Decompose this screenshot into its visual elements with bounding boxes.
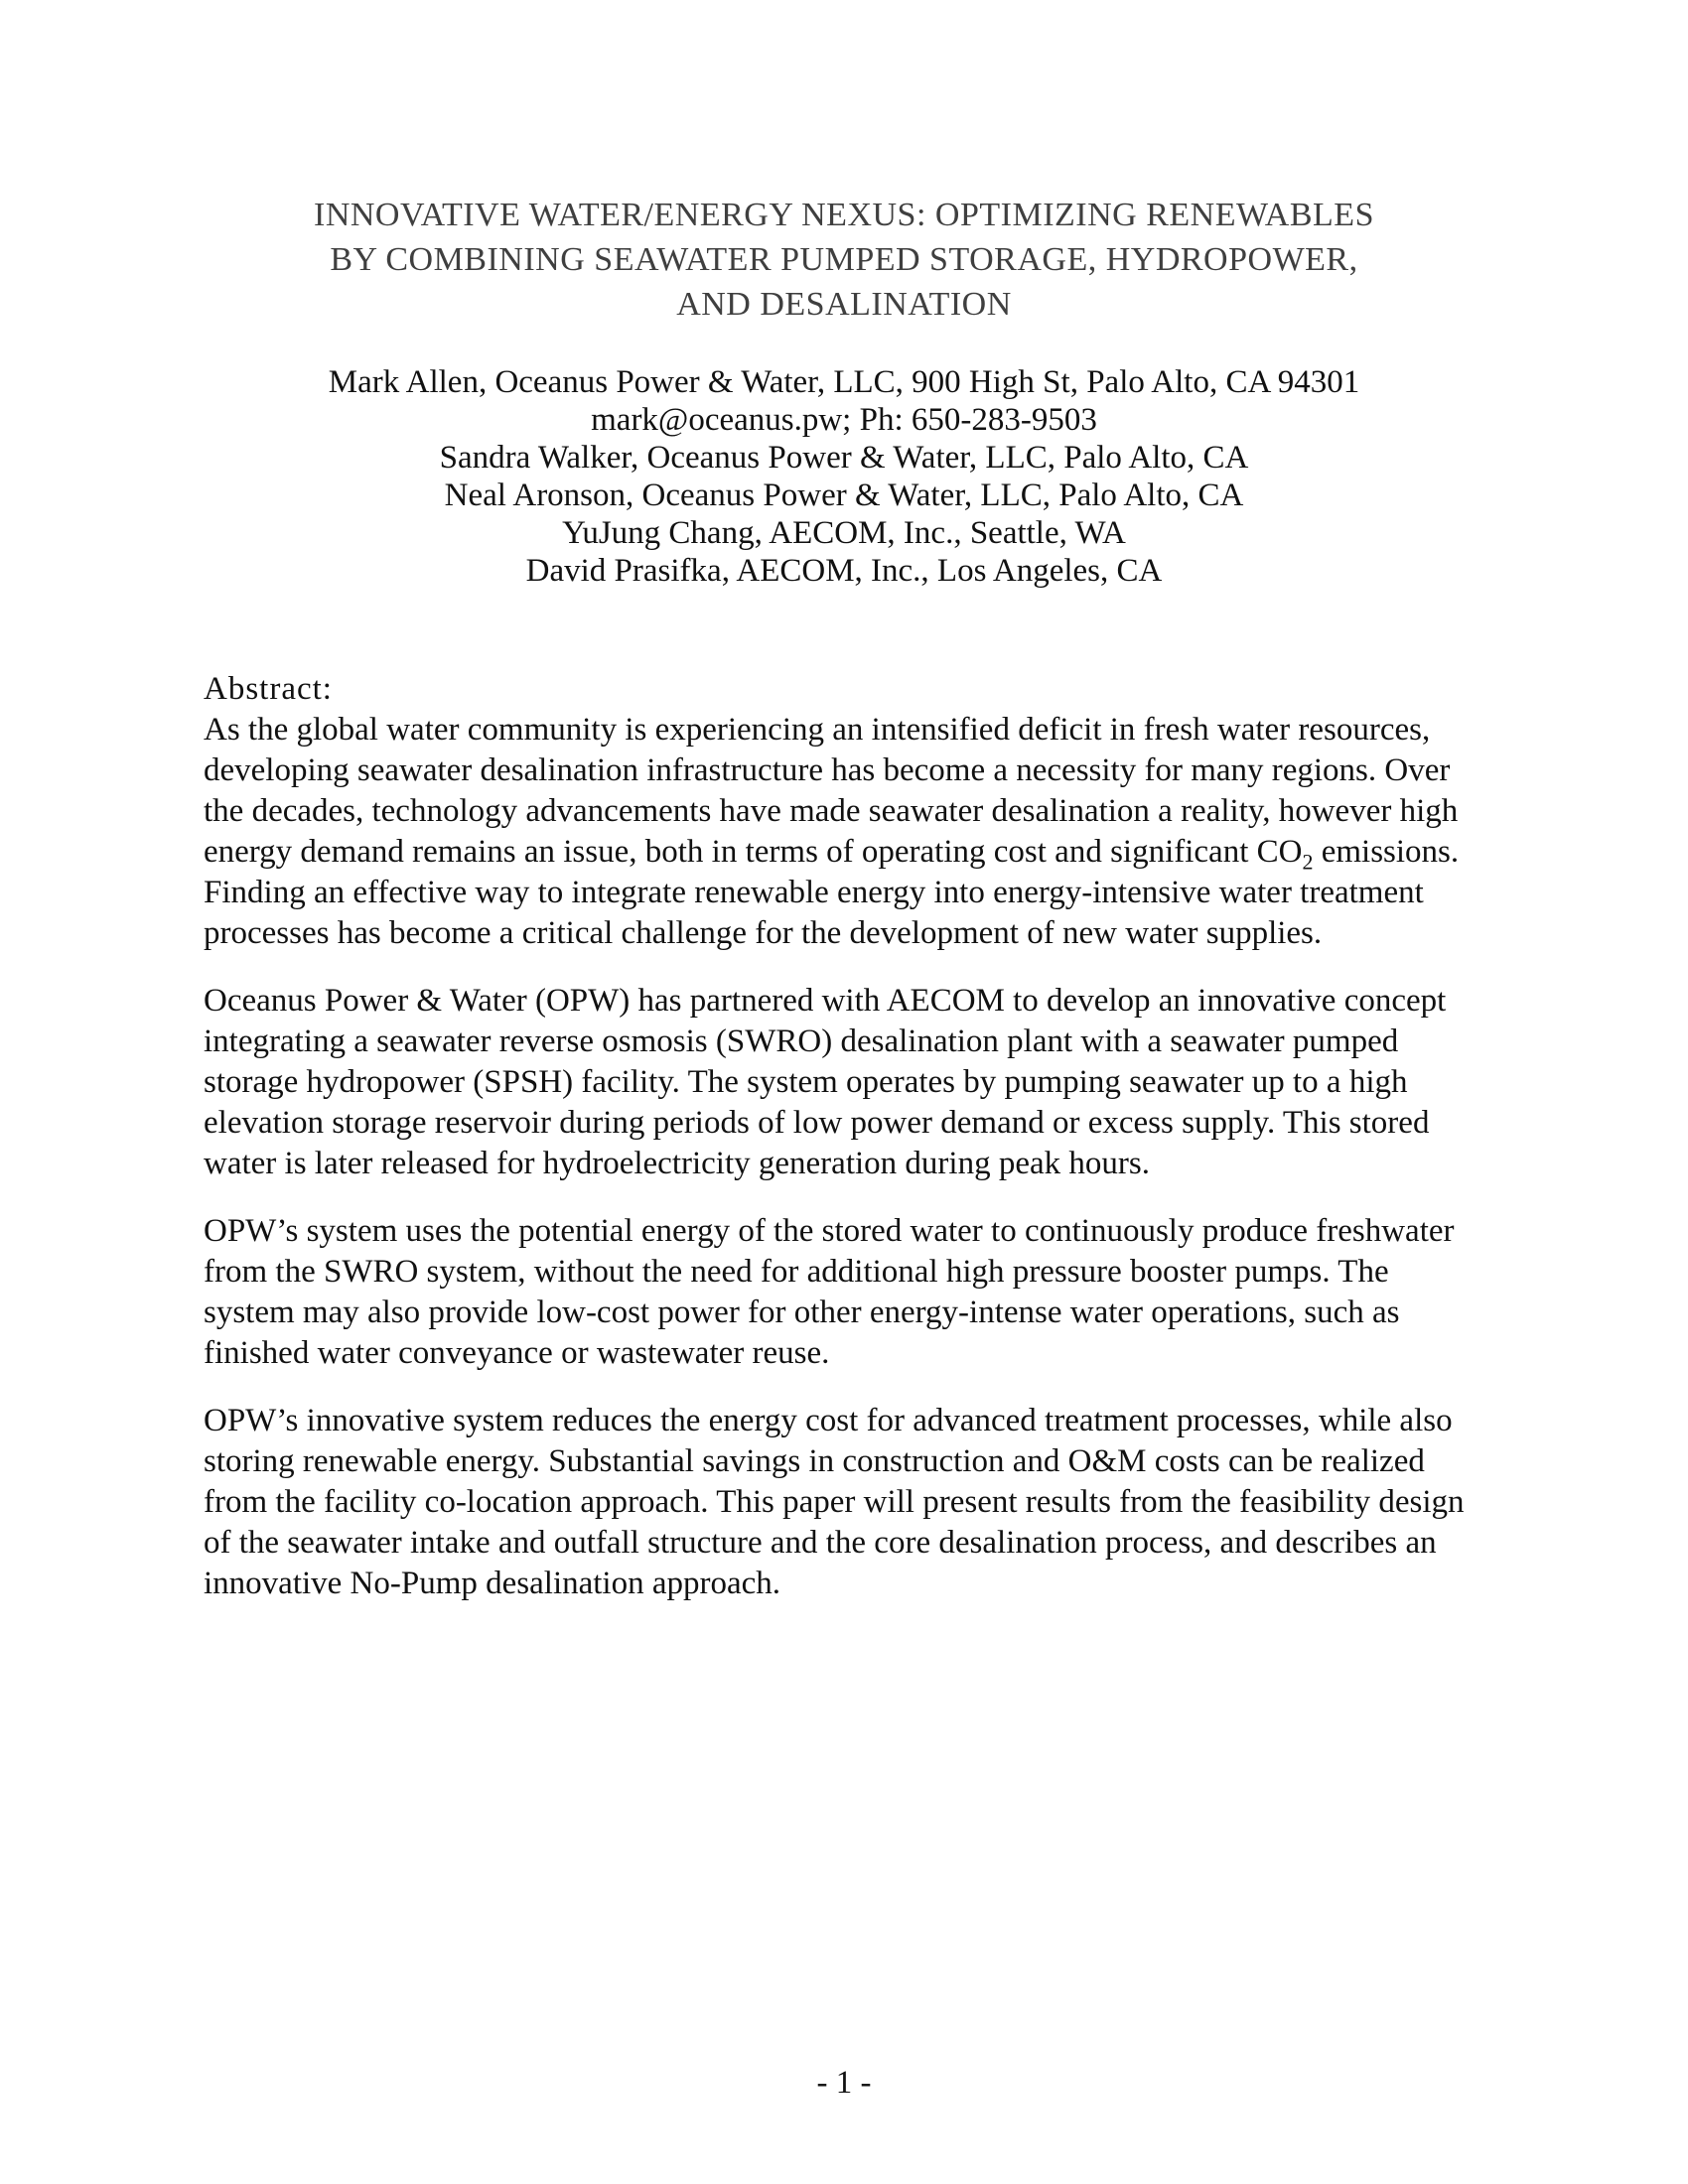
abstract-paragraph-2: Oceanus Power & Water (OPW) has partnered with AECOM to develop an innovative concept integrating a seawater reverse osmosis (SWRO) desalination plant with a seawater pumped storage hydropower (SPSH) facility. The system operates by pumping seawater up to a high elevation storage reservoir during periods of low power demand or excess supply. This stored water is later released for hydroelectricity generation during peak hours. xyxy=(204,983,1447,1181)
author-line-1: Mark Allen, Oceanus Power & Water, LLC, 900 High St, Palo Alto, CA 94301 xyxy=(328,364,1360,400)
abstract-paragraph-3: OPW’s system uses the potential energy of the stored water to continuously produce freshwater from the SWRO system, without the need for additional high pressure booster pumps. The system may also provide low-cost power for other energy-intense water operations, such as finished water conveyance or wastewater reuse. xyxy=(204,1213,1455,1371)
author-line-2: Sandra Walker, Oceanus Power & Water, LLC, Palo Alto, CA xyxy=(439,440,1249,476)
abstract-heading: Abstract: xyxy=(204,671,333,707)
abstract-paragraph-4: OPW’s innovative system reduces the energy cost for advanced treatment processes, while also storing renewable energy. Substantial savings in construction and O&M costs can be realized from the facility co-location approach. This paper will present results from the feasibility design of the seawater intake and outfall structure and the core desalination process, and describes an innovative No-Pump desalination approach. xyxy=(204,1403,1465,1601)
co2-subscript: 2 xyxy=(1302,849,1314,875)
abstract-section xyxy=(204,669,1484,1604)
paragraph-1-text-before-subscript: As the global water community is experiencing an intensified deficit in fresh water resources, developing seawater desalination infrastructure has become a necessity for many regions. Over the decades, technology advancements have made seawater desalination a reality, however high energy demand remains an issue, both in terms of operating cost and significant CO xyxy=(204,712,1459,870)
title-line-2: BY COMBINING SEAWATER PUMPED STORAGE, HYDROPOWER, xyxy=(330,241,1358,278)
author-contact-line: mark@oceanus.pw; Ph: 650-283-9503 xyxy=(591,402,1097,438)
author-line-4: YuJung Chang, AECOM, Inc., Seattle, WA xyxy=(562,515,1126,551)
author-line-3: Neal Aronson, Oceanus Power & Water, LLC, Palo Alto, CA xyxy=(444,478,1244,513)
title-line-1: INNOVATIVE WATER/ENERGY NEXUS: OPTIMIZING RENEWABLES xyxy=(314,197,1374,233)
title-line-3: AND DESALINATION xyxy=(676,286,1012,323)
author-block xyxy=(204,363,1484,590)
author-line-5: David Prasifka, AECOM, Inc., Los Angeles, CA xyxy=(525,553,1163,589)
abstract-paragraph-1 xyxy=(204,710,1484,954)
paper-title xyxy=(204,193,1484,327)
paragraph-1-text-after-subscript: emissions. Finding an effective way to integrate renewable energy into energy-intensive water treatment processes has become a critical challenge for the development of new water supplies. xyxy=(204,834,1460,951)
page-number: - 1 - xyxy=(816,2065,872,2101)
